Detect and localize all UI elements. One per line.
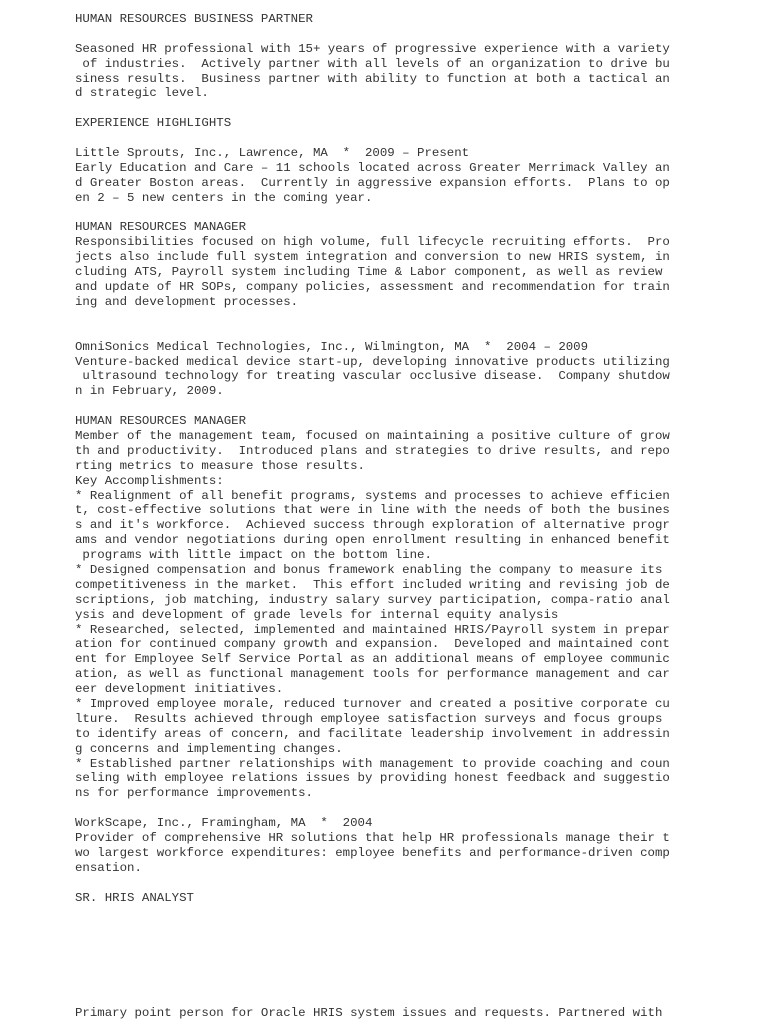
accomplishment-line: ation, as well as functional management tools for performance management and car (75, 667, 670, 682)
accomplishment-line: ysis and development of grade levels for internal equity analysis (75, 607, 559, 622)
accomplishment-line: lture. Results achieved through employee satisfaction surveys and focus groups (75, 711, 663, 726)
job-detail-line: cluding ATS, Payroll system including Time & Labor component, as well as review (75, 265, 663, 280)
section-heading-highlights: EXPERIENCE HIGHLIGHTS (75, 116, 232, 131)
accomplishment-line: to identify areas of concern, and facilitate leadership involvement in addressin (75, 726, 670, 741)
company-description-line: ensation. (75, 860, 142, 875)
spacer (75, 101, 755, 116)
summary-line: d strategic level. (75, 86, 209, 101)
job-detail-line: and update of HR SOPs, company policies, assessment and recommendation for train (75, 280, 670, 295)
company-line: WorkScape, Inc., Framingham, MA * 2004 (75, 816, 373, 831)
job-entry-little-sprouts (75, 146, 755, 310)
accomplishment-line: s and it's workforce. Achieved success through exploration of alternative progr (75, 518, 670, 533)
job-role: HUMAN RESOURCES MANAGER (75, 220, 247, 235)
job-entry-workscape (75, 816, 755, 905)
spacer (75, 876, 755, 891)
job-detail-line: th and productivity. Introduced plans and strategies to drive results, and repo (75, 443, 670, 458)
company-description-line: en 2 – 5 new centers in the coming year. (75, 190, 373, 205)
job-role: HUMAN RESOURCES MANAGER (75, 414, 247, 429)
accomplishment-line: ent for Employee Self Service Portal as an additional means of employee communic (75, 652, 670, 667)
accomplishment-line: ation for continued company growth and expansion. Developed and maintained cont (75, 637, 670, 652)
job-detail-line: Responsibilities focused on high volume, full lifecycle recruiting efforts. Pro (75, 235, 670, 250)
summary-line: Seasoned HR professional with 15+ years of progressive experience with a variety (75, 41, 670, 56)
accomplishment-line: * Researched, selected, implemented and maintained HRIS/Payroll system in prepar (75, 622, 670, 637)
job-detail-line: Primary point person for Oracle HRIS system issues and requests. Partnered with (75, 1006, 663, 1020)
resume-document (75, 12, 755, 905)
job-detail-line: jects also include full system integration and conversion to new HRIS system, in (75, 250, 670, 265)
job-detail-line: ing and development processes. (75, 294, 299, 309)
spacer (75, 399, 755, 414)
accomplishment-line: t, cost-effective solutions that were in line with the needs of both the busines (75, 503, 670, 518)
accomplishment-line: scriptions, job matching, industry salary survey participation, compa-ratio anal (75, 592, 670, 607)
company-description-line: n in February, 2009. (75, 384, 224, 399)
summary-line: siness results. Business partner with ability to function at both a tactical an (75, 71, 670, 86)
key-accomplishments-label: Key Accomplishments: (75, 473, 224, 488)
document-title: HUMAN RESOURCES BUSINESS PARTNER (75, 12, 313, 26)
accomplishment-line: ams and vendor negotiations during open enrollment resulting in enhanced benefit (75, 533, 670, 548)
spacer (75, 310, 755, 340)
accomplishment-line: * Established partner relationships with management to provide coaching and coun (75, 756, 670, 771)
accomplishment-line: eer development initiatives. (75, 682, 284, 697)
company-line: Little Sprouts, Inc., Lawrence, MA * 2009 – Present (75, 146, 470, 161)
job-role: SR. HRIS ANALYST (75, 890, 194, 905)
accomplishment-line: g concerns and implementing changes. (75, 741, 343, 756)
accomplishment-line: competitiveness in the market. This effort included writing and revising job de (75, 577, 670, 592)
company-description-line: Early Education and Care – 11 schools located across Greater Merrimack Valley an (75, 160, 670, 175)
summary-paragraph (75, 42, 755, 102)
spacer (75, 801, 755, 816)
company-description-line: Venture-backed medical device start-up, developing innovative products utilizing (75, 354, 670, 369)
accomplishment-line: programs with little impact on the bottom line. (75, 548, 432, 563)
summary-line: of industries. Actively partner with all levels of an organization to drive bu (75, 56, 670, 71)
company-description-line: d Greater Boston areas. Currently in aggressive expansion efforts. Plans to op (75, 175, 670, 190)
job-detail-line: Member of the management team, focused on maintaining a positive culture of grow (75, 428, 670, 443)
accomplishment-line: * Designed compensation and bonus framework enabling the company to measure its (75, 562, 663, 577)
spacer (75, 27, 755, 42)
job-entry-omnisonics (75, 340, 755, 802)
accomplishment-line: * Improved employee morale, reduced turnover and created a positive corporate cu (75, 696, 670, 711)
spacer (75, 206, 755, 221)
job-detail-line: rting metrics to measure those results. (75, 458, 365, 473)
company-description-line: wo largest workforce expenditures: employee benefits and performance-driven comp (75, 845, 670, 860)
spacer (75, 131, 755, 146)
accomplishment-line: * Realignment of all benefit programs, systems and processes to achieve efficien (75, 488, 670, 503)
company-line: OmniSonics Medical Technologies, Inc., Wilmington, MA * 2004 – 2009 (75, 339, 589, 354)
company-description-line: ultrasound technology for treating vascular occlusive disease. Company shutdow (75, 369, 670, 384)
company-description-line: Provider of comprehensive HR solutions that help HR professionals manage their t (75, 831, 670, 845)
accomplishment-line: seling with employee relations issues by providing honest feedback and suggestio (75, 771, 670, 786)
accomplishment-line: ns for performance improvements. (75, 786, 313, 801)
